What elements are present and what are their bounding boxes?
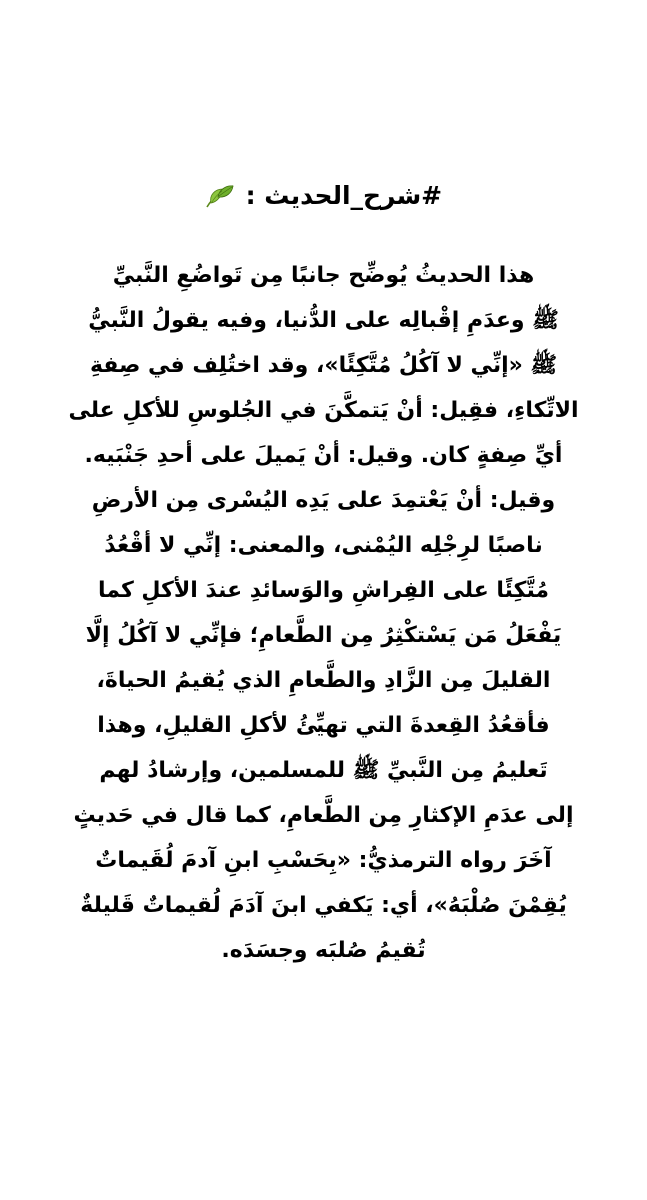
text-line-6: وقيل: أنْ يَعْتمِدَ على يَدِه اليُسْرى مِن الأرضِ	[91, 488, 556, 513]
text-line-5: أيِّ صِفةٍ كان. وقيل: أنْ يَميلَ على أحدِ جَنْبَيه.	[84, 443, 563, 468]
leaf-emoji-icon	[205, 183, 235, 209]
text-line-1: هذا الحديثُ يُوضِّح جانبًا مِن تَواضُعِ النَّبيِّ	[112, 263, 535, 288]
text-line-8: مُتَّكِئًا على الفِراشِ والوَسائدِ عندَ الأكلِ كما	[97, 578, 550, 603]
hadith-explanation-text	[0, 253, 647, 973]
heading	[0, 176, 647, 216]
text-line-12: تَعليمُ مِن النَّبيِّ ﷺ للمسلمين، وإرشادُ لهم	[99, 758, 548, 783]
text-line-9: يَفْعَلُ مَن يَسْتكْثِرُ مِن الطَّعامِ؛ فإنِّي لا آكُلُ إلَّا	[85, 623, 562, 648]
text-line-2: ﷺ وعدَمِ إقْبالِه على الدُّنيا، وفيه يقولُ النَّبيُّ	[88, 308, 559, 333]
text-line-15: يُقِمْنَ صُلْبَهُ»، أي: يَكفي ابنَ آدَمَ لُقيماتٌ قَليلةٌ	[80, 893, 567, 918]
text-line-4: الاتِّكاءِ، فقِيل: أنْ يَتمكَّنَ في الجُلوسِ للأكلِ على	[68, 398, 579, 423]
text-line-16: تُقيمُ صُلبَه وجسَدَه.	[221, 938, 426, 963]
heading-text: #شرح_الحديث :	[245, 181, 443, 210]
text-line-13: إلى عدَمِ الإكثارِ مِن الطَّعامِ، كما قال في حَديثٍ	[73, 803, 574, 828]
text-line-10: القليلَ مِن الزَّادِ والطَّعامِ الذي يُقيمُ الحياةَ،	[96, 668, 551, 693]
text-line-3: ﷺ «إنِّي لا آكُلُ مُتَّكِئًا»، وقد اختُلِف في صِفةِ	[89, 353, 558, 378]
text-line-14: آخَرَ رواه الترمذيُّ: «بِحَسْبِ ابنِ آدمَ لُقَيماتٌ	[95, 848, 552, 873]
text-line-11: فأقعُدُ القِعدةَ التي تهيِّئُ لأكلِ القليلِ، وهذا	[97, 713, 550, 738]
text-line-7: ناصبًا لرِجْلِه اليُمْنى، والمعنى: إنِّي لا أقْعُدُ	[104, 533, 543, 558]
